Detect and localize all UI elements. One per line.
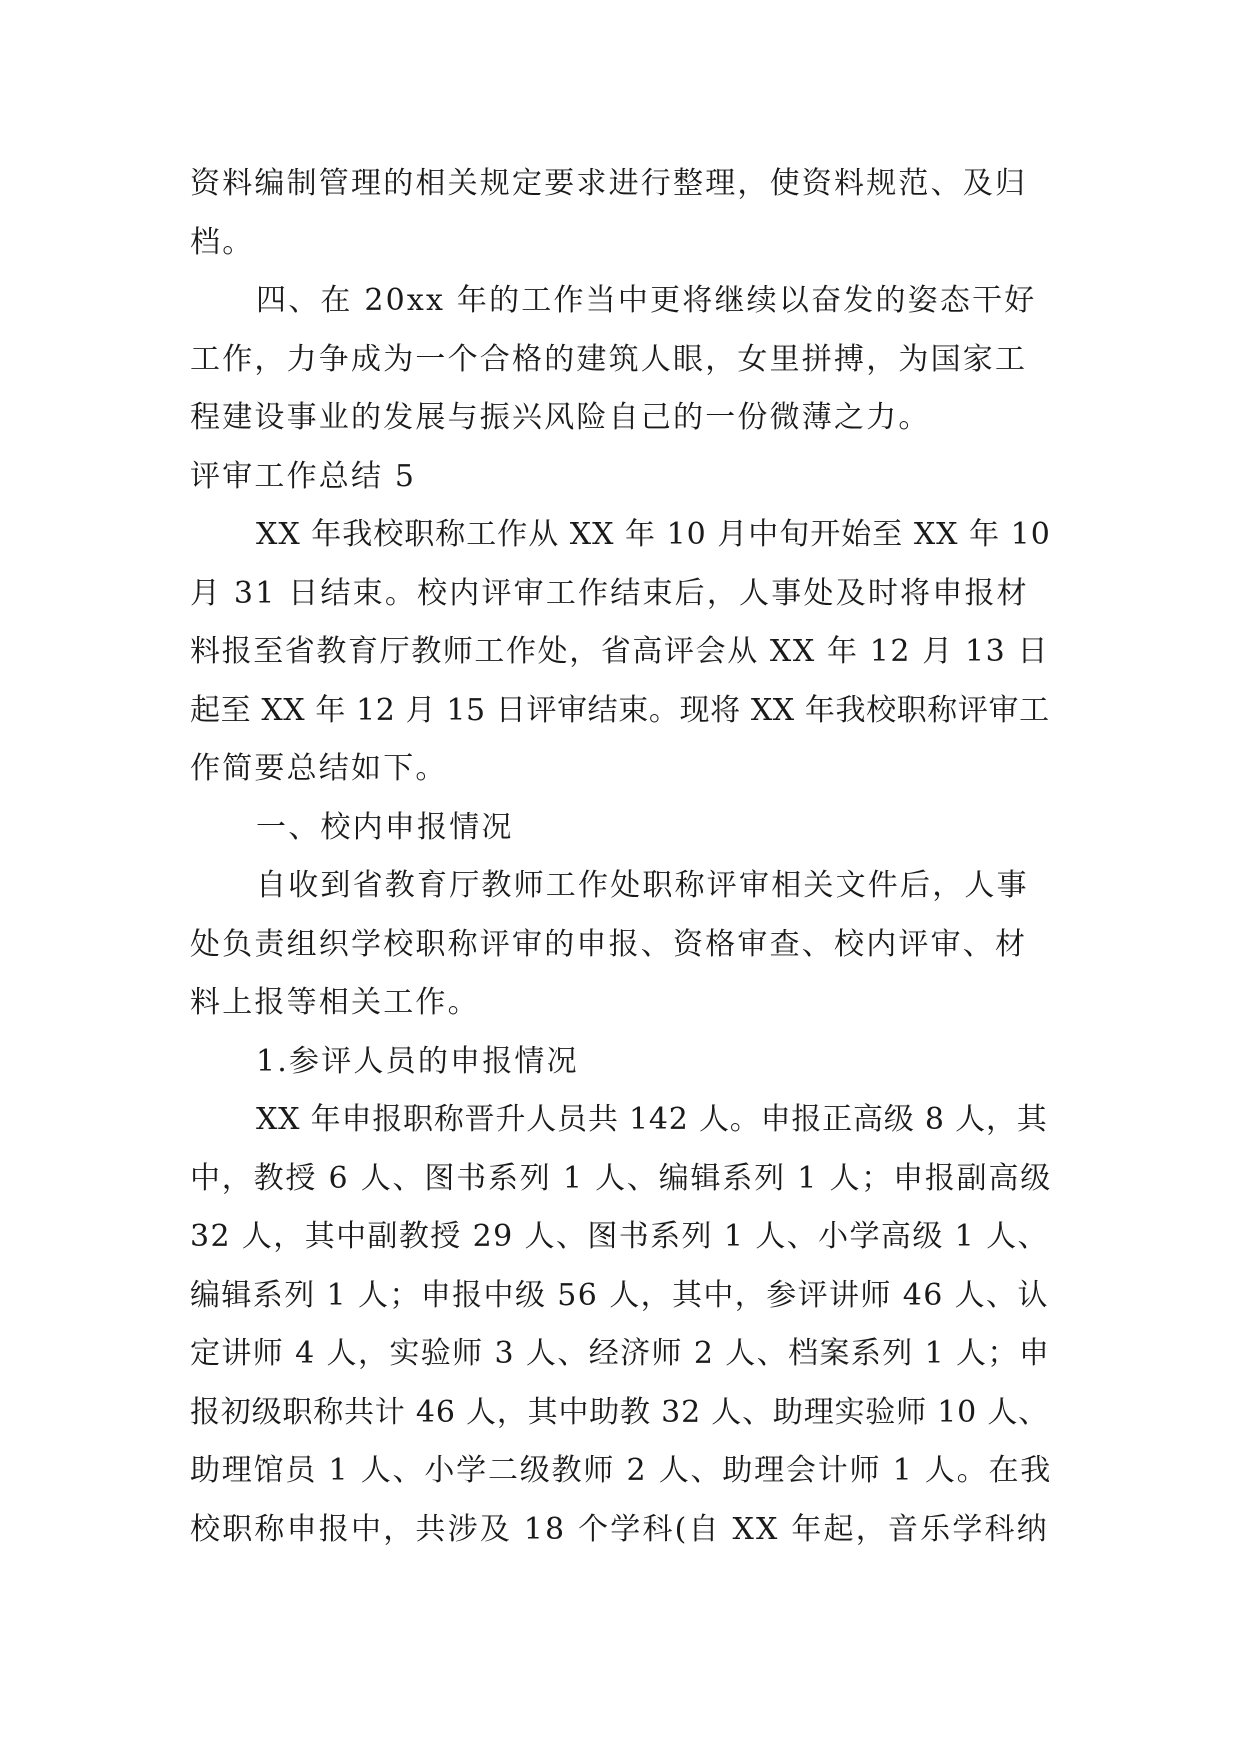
text-line: 作简要总结如下。 xyxy=(190,751,448,786)
text-line: 编辑系列 1 人；申报中级 56 人，其中，参评讲师 46 人、认 xyxy=(190,1277,1049,1313)
text-line: 自收到省教育厅教师工作处职称评审相关文件后，人事 xyxy=(256,868,1029,903)
section-heading: 评审工作总结 5 xyxy=(190,458,417,494)
text-line: 32 人，其中副教授 29 人、图书系列 1 人、小学高级 1 人、 xyxy=(190,1219,1049,1254)
text-line: 料报至省教育厅教师工作处，省高评会从 XX 年 12 月 13 日 xyxy=(190,634,1050,669)
text-line: XX 年申报职称晋升人员共 142 人。申报正高级 8 人，其 xyxy=(256,1102,1048,1137)
text-line: XX 年我校职称工作从 XX 年 10 月中旬开始至 XX 年 10 xyxy=(256,517,1051,552)
text-line: 报初级职称共计 46 人，其中助教 32 人、助理实验师 10 人、 xyxy=(190,1394,1049,1430)
text-line: 料上报等相关工作。 xyxy=(190,985,480,1020)
body-text xyxy=(190,155,1052,1559)
text-line: 四、在 20xx 年的工作当中更将继续以奋发的姿态干好 xyxy=(256,283,1037,318)
text-line: 起至 XX 年 12 月 15 日评审结束。现将 XX 年我校职称评审工 xyxy=(190,692,1050,728)
text-line: 处负责组织学校职称评审的申报、资格审查、校内评审、材 xyxy=(190,926,1028,962)
text-line: 校职称申报中，共涉及 18 个学科(自 XX 年起，音乐学科纳 xyxy=(190,1511,1049,1547)
text-line: 资料编制管理的相关规定要求进行整理，使资料规范、及归 xyxy=(190,166,1028,201)
subsection-heading: 1.参评人员的申报情况 xyxy=(256,1043,579,1079)
text-line: 工作，力争成为一个合格的建筑人眼，女里拼搏，为国家工 xyxy=(190,341,1028,377)
text-line: 助理馆员 1 人、小学二级教师 2 人、助理会计师 1 人。在我 xyxy=(190,1453,1053,1488)
text-line: 月 31 日结束。校内评审工作结束后，人事处及时将申报材 xyxy=(190,575,1029,611)
text-line: 定讲师 4 人，实验师 3 人、经济师 2 人、档案系列 1 人；申 xyxy=(190,1336,1051,1371)
text-line: 中，教授 6 人、图书系列 1 人、编辑系列 1 人；申报副高级 xyxy=(190,1160,1053,1196)
text-line: 档。 xyxy=(190,224,255,260)
text-line: 程建设事业的发展与振兴风险自己的一份微薄之力。 xyxy=(190,400,931,435)
subsection-heading: 一、校内申报情况 xyxy=(256,809,514,845)
